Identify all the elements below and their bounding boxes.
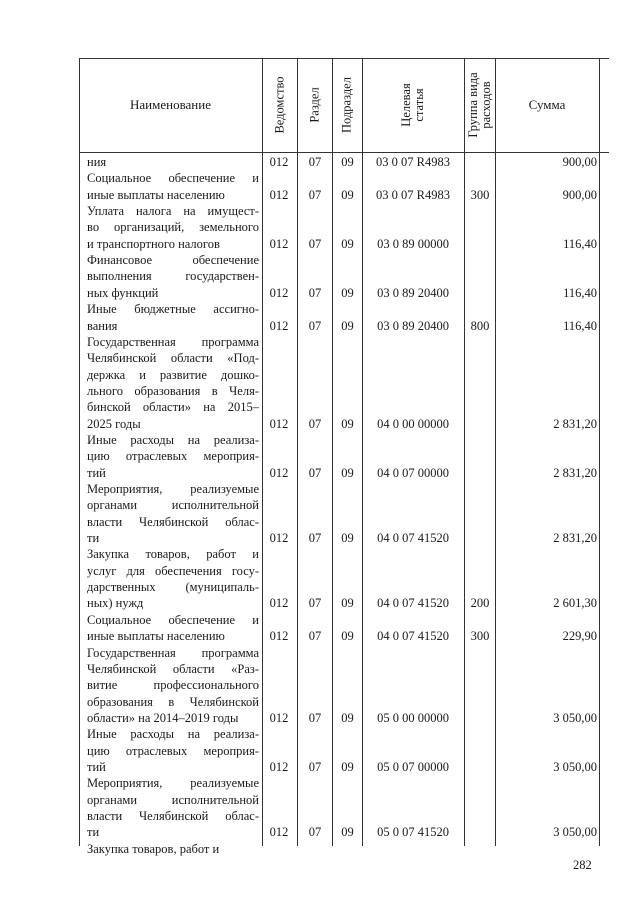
header-summa: Сумма: [528, 97, 566, 112]
row-name-line: витие профессионального: [87, 678, 259, 693]
row-celevaya-statya: 04 0 07 41520: [377, 629, 449, 644]
row-name-line: льного образования в Челя-: [87, 383, 259, 398]
row-name-line: Закупка товаров, работ и: [87, 547, 259, 562]
row-name-line: Финансовое обеспечение: [87, 253, 259, 268]
row-gruppa: [466, 236, 494, 252]
row-celevaya-statya: 03 0 89 20400: [377, 318, 449, 333]
row-summa: [498, 841, 597, 857]
row-name-line: ния: [87, 155, 107, 169]
row-name-line: ти: [87, 531, 100, 546]
row-podrazdel: 09: [341, 236, 354, 251]
row-celevaya-statya: 03 0 07 R4983: [376, 155, 450, 169]
row-celevaya-statya: 03 0 89 00000: [377, 236, 449, 251]
row-name-line: Челябинской области «Под-: [87, 351, 259, 366]
row-celevaya-statya: 03 0 07 R4983: [376, 187, 450, 202]
row-summa: 900,00: [562, 155, 597, 169]
column-divider: [297, 58, 298, 846]
row-gruppa: [466, 824, 494, 840]
row-podrazdel: 09: [341, 416, 354, 431]
row-podrazdel: 09: [341, 825, 354, 840]
row-podrazdel: [334, 841, 361, 857]
row-vedomstvo: 012: [269, 465, 289, 480]
column-divider: [332, 58, 333, 846]
row-name-line: Мероприятия, реализуемые: [87, 482, 259, 496]
row-summa: 229,90: [562, 629, 597, 644]
row-gruppa: 300: [470, 187, 490, 202]
row-name-line: Закупка товаров, работ и: [87, 841, 220, 856]
page-number: 282: [573, 858, 592, 872]
row-celevaya-statya: 04 0 07 41520: [377, 531, 449, 546]
row-podrazdel: 09: [341, 596, 354, 611]
row-celevaya-statya: 04 0 07 41520: [377, 596, 449, 611]
row-name-line: ти: [87, 825, 100, 840]
header-vedomstvo: Ведомство: [272, 76, 286, 134]
row-gruppa: [466, 154, 494, 170]
row-razdel: 07: [308, 465, 322, 480]
row-name-line: цию отраслевых мероприя-: [87, 743, 259, 758]
row-name-line: дарственных (муниципаль-: [87, 580, 259, 595]
row-name-line: вания: [87, 318, 118, 333]
row-razdel: 07: [308, 155, 322, 169]
column-divider: [464, 58, 465, 846]
row-podrazdel: 09: [341, 465, 354, 480]
row-summa: 2 831,20: [553, 531, 597, 546]
row-name-line: и транспортного налогов: [87, 236, 220, 251]
row-gruppa: 200: [470, 596, 490, 611]
header-celevaya-statya: Целевая статья: [399, 83, 426, 127]
row-celevaya-statya: 05 0 07 00000: [377, 759, 449, 774]
budget-table: [79, 58, 609, 856]
row-vedomstvo: 012: [269, 236, 289, 251]
row-vedomstvo: 012: [269, 187, 289, 202]
row-gruppa: [466, 710, 494, 726]
row-razdel: 07: [308, 416, 322, 431]
row-name-line: иные выплаты населению: [87, 629, 225, 644]
row-name-line: Уплата налога на имущест-: [87, 204, 259, 219]
row-razdel: 07: [308, 596, 322, 611]
row-vedomstvo: 012: [269, 285, 289, 300]
header-name: Наименование: [130, 97, 211, 112]
row-summa: 116,40: [563, 236, 597, 251]
row-name-line: Иные расходы на реализа-: [87, 432, 259, 447]
row-name-line: услуг для обеспечения госу-: [87, 563, 259, 578]
row-name-line: 2025 годы: [87, 416, 141, 431]
row-vedomstvo: 012: [269, 155, 289, 169]
row-vedomstvo: 012: [269, 531, 289, 546]
row-vedomstvo: [266, 841, 292, 857]
row-name-line: тий: [87, 759, 106, 774]
row-name-line: Мероприятия, реализуемые: [87, 776, 259, 791]
row-podrazdel: 09: [341, 759, 354, 774]
row-name-line: Челябинской области «Раз-: [87, 661, 259, 676]
row-razdel: 07: [308, 629, 322, 644]
row-name-line: иные выплаты населению: [87, 187, 225, 202]
row-vedomstvo: 012: [269, 318, 289, 333]
row-name-line: Социальное обеспечение и: [87, 612, 259, 627]
row-name-line: тий: [87, 465, 106, 480]
row-razdel: 07: [308, 318, 322, 333]
row-gruppa: [466, 841, 494, 857]
row-name-line: цию отраслевых мероприя-: [87, 449, 259, 464]
row-celevaya-statya: 03 0 89 20400: [377, 285, 449, 300]
table-border-left: [79, 58, 80, 846]
row-name-line: держка и развитие дошко-: [87, 367, 259, 382]
row-podrazdel: 09: [341, 710, 354, 725]
row-summa: 3 050,00: [553, 759, 597, 774]
row-name-line: Государственная программа: [87, 334, 259, 349]
row-razdel: 07: [308, 531, 322, 546]
row-name-line: области» на 2014–2019 годы: [87, 710, 239, 725]
row-summa: 116,40: [563, 318, 597, 333]
row-name-line: выполнения государствен-: [87, 269, 259, 284]
row-name-line: органами исполнительной: [87, 498, 259, 513]
row-gruppa: [466, 416, 494, 432]
row-gruppa: [466, 759, 494, 775]
row-summa: 3 050,00: [553, 825, 597, 840]
row-summa: 2 601,30: [553, 596, 597, 611]
row-podrazdel: 09: [341, 285, 354, 300]
row-vedomstvo: 012: [269, 759, 289, 774]
row-summa: 2 831,20: [553, 416, 597, 431]
header-podrazdel: Подраздел: [339, 77, 354, 133]
row-razdel: 07: [308, 236, 322, 251]
row-gruppa: [466, 465, 494, 481]
row-name-line: во организаций, земельного: [87, 220, 259, 235]
row-celevaya-statya: [364, 841, 462, 857]
row-razdel: [301, 841, 329, 857]
row-vedomstvo: 012: [269, 710, 289, 725]
row-name-line: власти Челябинской облас-: [87, 514, 259, 529]
row-razdel: 07: [308, 825, 322, 840]
row-podrazdel: 09: [341, 155, 354, 169]
row-gruppa: [466, 285, 494, 301]
row-podrazdel: 09: [341, 629, 354, 644]
row-celevaya-statya: 04 0 07 00000: [377, 465, 449, 480]
table-border-right: [599, 58, 600, 846]
row-razdel: 07: [308, 187, 322, 202]
row-podrazdel: 09: [341, 318, 354, 333]
row-celevaya-statya: 04 0 00 00000: [377, 416, 449, 431]
row-podrazdel: 09: [341, 531, 354, 546]
row-name-line: Иные расходы на реализа-: [87, 727, 259, 742]
row-summa: 116,40: [563, 285, 597, 300]
row-name-line: Иные бюджетные ассигно-: [87, 302, 259, 317]
row-gruppa: 300: [470, 629, 490, 644]
row-vedomstvo: 012: [269, 825, 289, 840]
column-divider: [262, 58, 263, 846]
header-divider: [79, 152, 609, 153]
row-name-line: ных) нужд: [87, 596, 144, 611]
row-gruppa: 800: [470, 318, 490, 333]
column-divider: [362, 58, 363, 846]
row-celevaya-statya: 05 0 00 00000: [377, 710, 449, 725]
row-name-line: власти Челябинской облас-: [87, 809, 259, 823]
row-razdel: 07: [308, 759, 322, 774]
header-razdel: Раздел: [307, 87, 321, 123]
row-name-line: бинской области» на 2015–: [87, 400, 259, 415]
row-vedomstvo: 012: [269, 596, 289, 611]
row-summa: 900,00: [562, 187, 597, 202]
row-podrazdel: 09: [341, 187, 354, 202]
row-name-line: органами исполнительной: [87, 792, 259, 807]
row-name-line: ных функций: [87, 285, 159, 300]
row-gruppa: [466, 530, 494, 546]
row-summa: 3 050,00: [553, 710, 597, 725]
row-razdel: 07: [308, 285, 322, 300]
column-divider: [495, 58, 496, 846]
row-summa: 2 831,20: [553, 465, 597, 480]
row-celevaya-statya: 05 0 07 41520: [377, 825, 449, 840]
row-name-line: образования в Челябинской: [87, 694, 259, 709]
row-vedomstvo: 012: [269, 416, 289, 431]
row-vedomstvo: 012: [269, 629, 289, 644]
row-razdel: 07: [308, 710, 322, 725]
row-name-line: Государственная программа: [87, 645, 259, 660]
header-gruppa-vida-rashodov: Группа вида расходов: [465, 72, 493, 138]
row-name-line: Социальное обеспечение и: [87, 171, 259, 186]
